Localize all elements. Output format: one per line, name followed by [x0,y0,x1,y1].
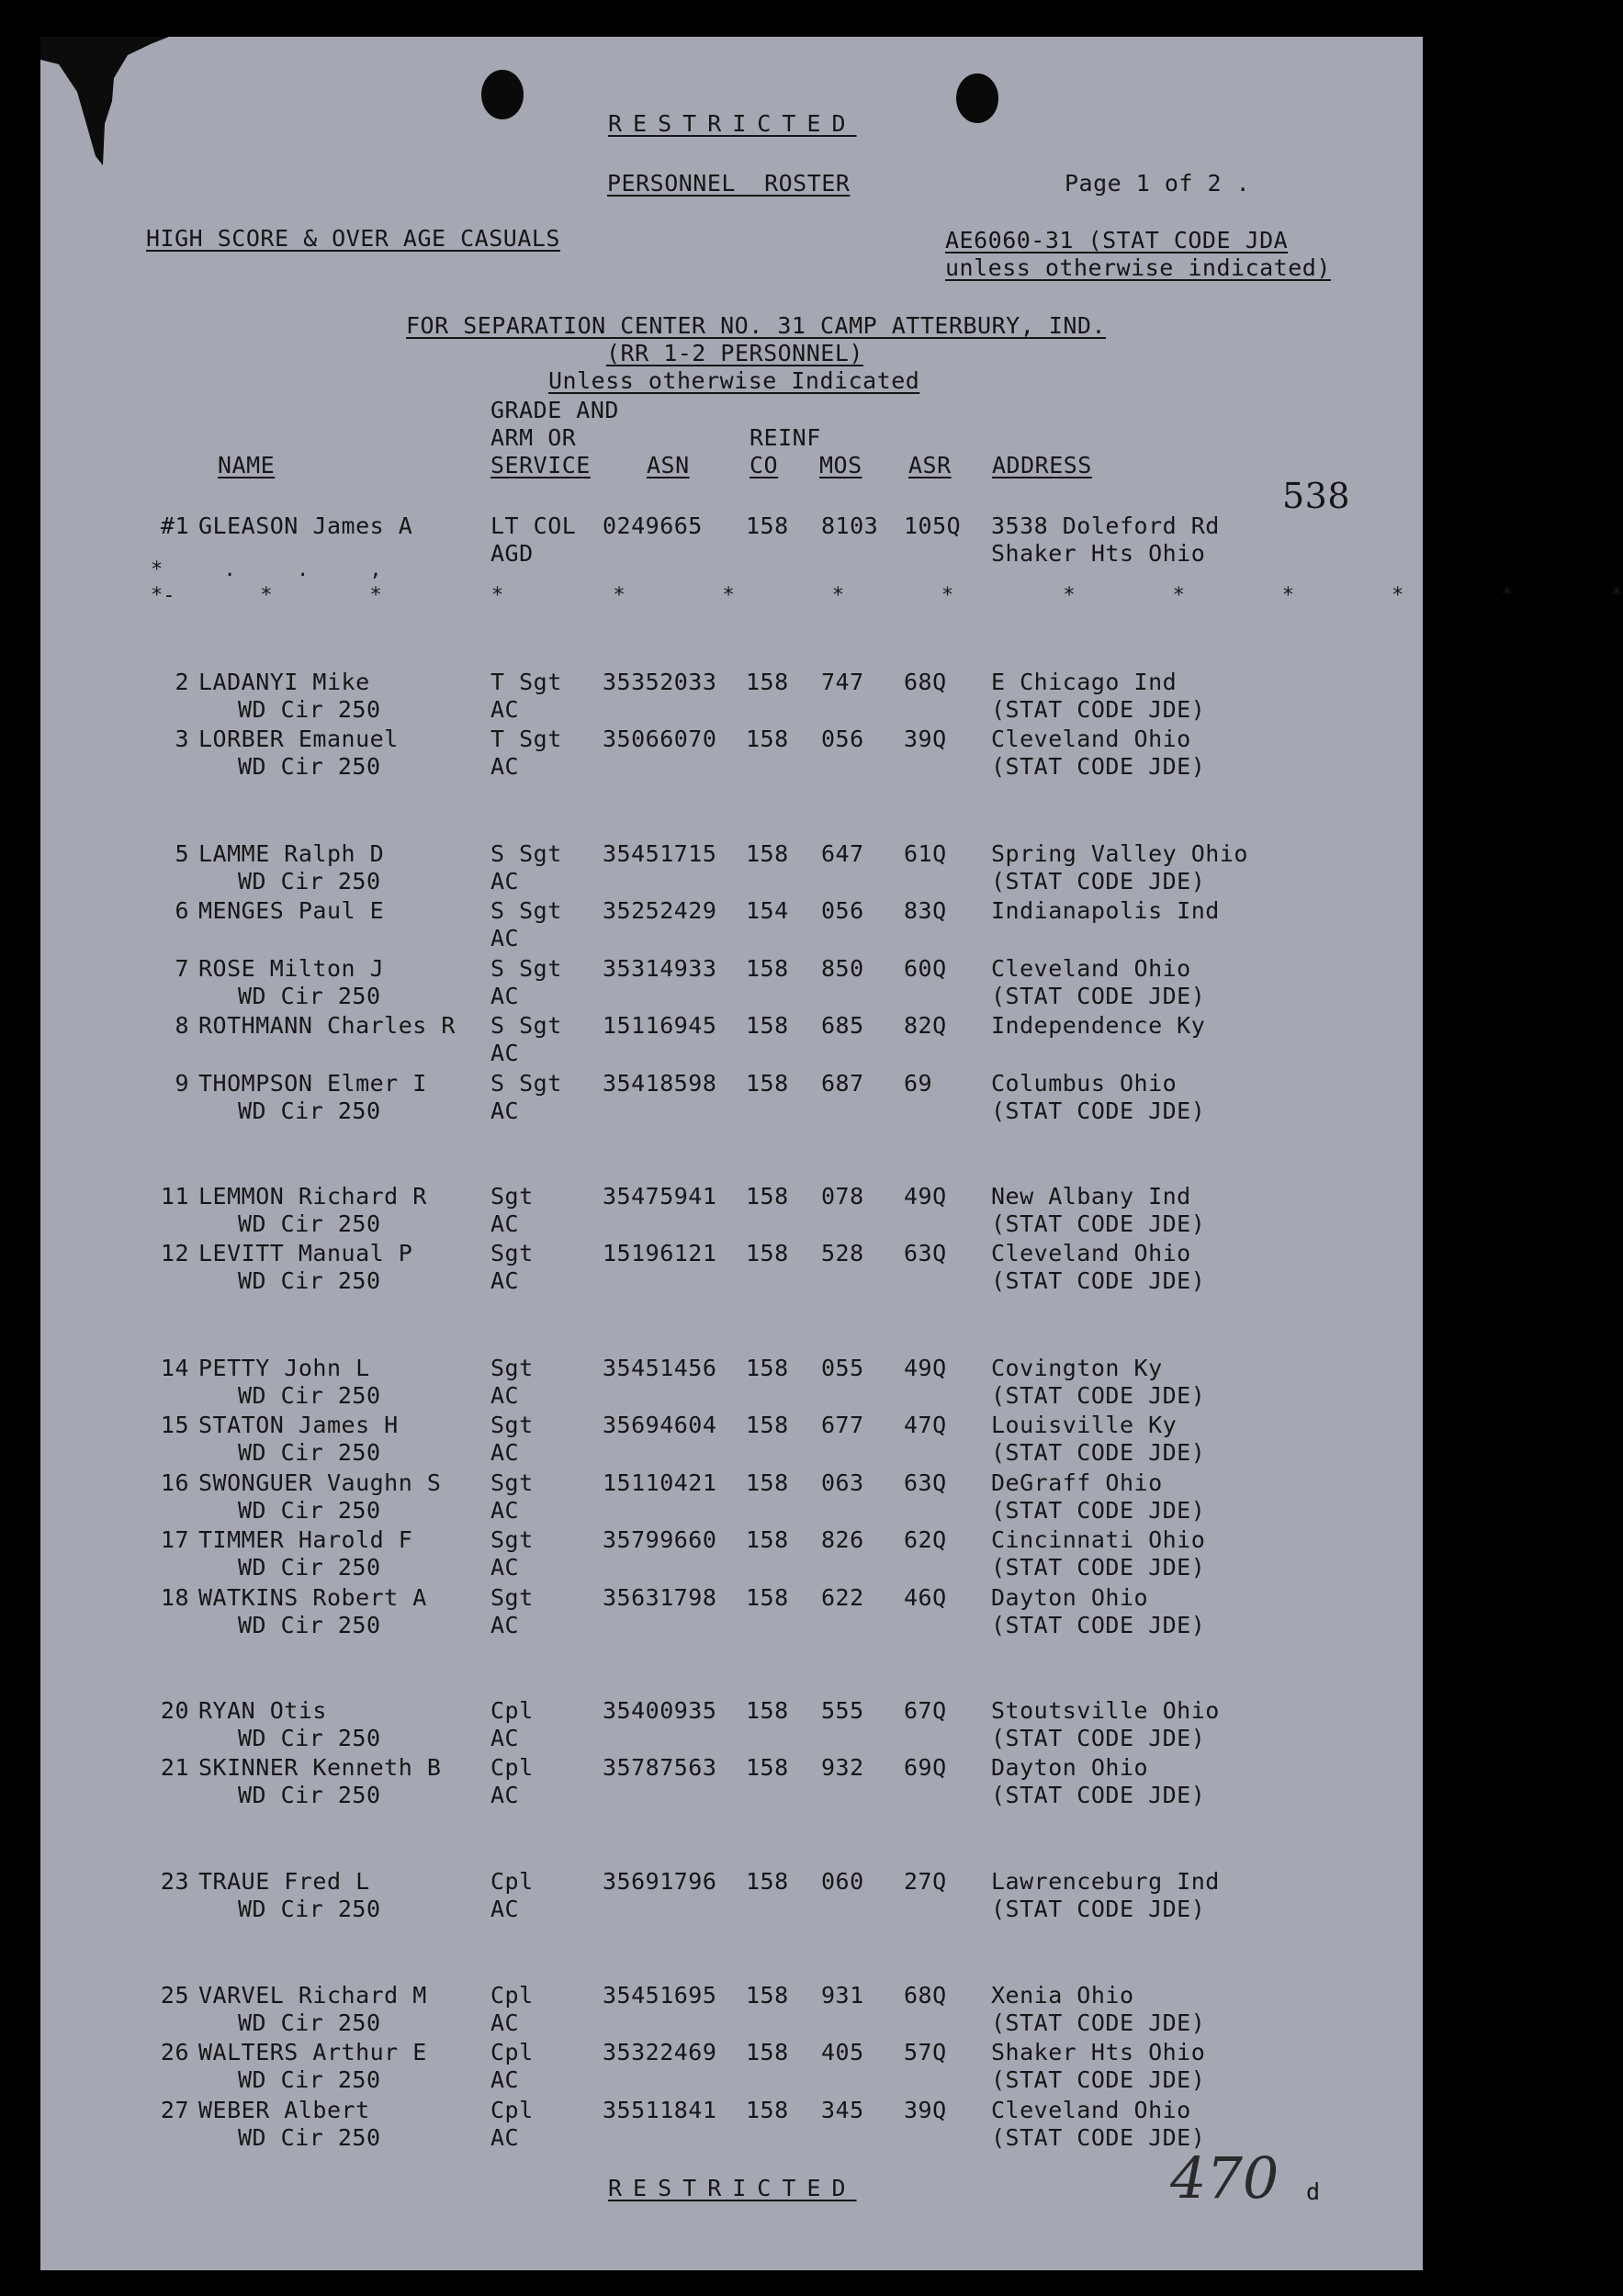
row-asr: 63Q [904,1240,947,1266]
row-address-line2: (STAT CODE JDE) [991,2009,1206,2036]
row-grade: Sgt [490,1584,534,1611]
row-asn: 35694604 [603,1412,717,1438]
row-address: Indianapolis Ind [991,897,1220,924]
row-arm: AC [490,1267,520,1294]
row-address: Covington Ky [991,1355,1163,1381]
row-name: WEBER Albert [198,2097,370,2123]
separator-marks: *- * * * * * * * * * * * * * [151,584,1623,607]
row-asn: 35451456 [603,1355,717,1381]
separator-marks: * . . , [151,558,382,581]
row-address: Cincinnati Ohio [991,1526,1206,1553]
left-title: HIGH SCORE & OVER AGE CASUALS [146,225,560,252]
row-asn: 15196121 [603,1240,717,1266]
row-name: SWONGUER Vaughn S [198,1469,442,1496]
row-co: 158 [746,1982,789,2009]
row-name: LEMMON Richard R [198,1183,427,1210]
row-circular: WD Cir 250 [238,1497,381,1524]
row-number: 11 [160,1183,189,1210]
row-asn: 35252429 [603,897,717,924]
row-grade: Cpl [490,2039,534,2065]
row-asr: 82Q [904,1012,947,1039]
row-name: RYAN Otis [198,1697,327,1724]
row-grade: S Sgt [490,1012,562,1039]
row-asr: 27Q [904,1868,947,1895]
row-asr: 47Q [904,1412,947,1438]
row-name: WATKINS Robert A [198,1584,427,1611]
row-name: ROTHMANN Charles R [198,1012,456,1039]
row-co: 158 [746,1526,789,1553]
row-number: 15 [160,1412,189,1438]
row-circular: WD Cir 250 [238,1782,381,1808]
row-arm: AC [490,2066,520,2093]
row-grade: Sgt [490,1412,534,1438]
row-address: Cleveland Ohio [991,955,1191,982]
col-grade-top2: ARM OR [490,424,577,451]
restricted-top: RESTRICTED [608,110,857,137]
row-number: 12 [160,1240,189,1266]
row-asr: 105Q [904,512,962,539]
row-name: GLEASON James A [198,512,413,539]
row-address: Shaker Hts Ohio [991,2039,1206,2065]
row-address-line2: (STAT CODE JDE) [991,1382,1206,1409]
handwritten-number: 470 [1170,2144,1279,2212]
row-arm: AC [490,868,520,895]
row-asn: 35475941 [603,1183,717,1210]
row-co: 158 [746,1754,789,1781]
row-mos: 677 [821,1412,864,1438]
row-grade: T Sgt [490,726,562,752]
row-circular: WD Cir 250 [238,1896,381,1922]
row-number: 14 [160,1355,189,1381]
row-name: STATON James H [198,1412,399,1438]
row-mos: 826 [821,1526,864,1553]
row-arm: AC [490,1896,520,1922]
row-circular: WD Cir 250 [238,1725,381,1751]
row-name: SKINNER Kenneth B [198,1754,442,1781]
row-circular: WD Cir 250 [238,753,381,780]
row-address-line2: (STAT CODE JDE) [991,983,1206,1009]
row-number: 21 [160,1754,189,1781]
row-co: 158 [746,1183,789,1210]
row-address: Dayton Ohio [991,1754,1149,1781]
row-asn: 35451715 [603,840,717,867]
row-address: New Albany Ind [991,1183,1191,1210]
row-mos: 055 [821,1355,864,1381]
row-co: 158 [746,2039,789,2065]
row-arm: AC [490,753,520,780]
row-grade: Sgt [490,1183,534,1210]
row-grade: Sgt [490,1240,534,1266]
row-mos: 063 [821,1469,864,1496]
col-service: SERVICE [490,452,591,478]
row-address: Cleveland Ohio [991,1240,1191,1266]
row-asr: 69 [904,1070,933,1097]
row-number: 25 [160,1982,189,2009]
row-number: 20 [160,1697,189,1724]
row-name: LORBER Emanuel [198,726,399,752]
row-grade: Sgt [490,1526,534,1553]
row-co: 158 [746,1070,789,1097]
row-number: 5 [175,840,189,867]
col-co: CO [750,452,779,478]
col-name: NAME [218,452,276,478]
row-grade: Cpl [490,1982,534,2009]
row-number: 26 [160,2039,189,2065]
row-address-line2: (STAT CODE JDE) [991,2066,1206,2093]
row-grade: S Sgt [490,897,562,924]
row-arm: AC [490,983,520,1009]
row-number: 6 [175,897,189,924]
row-name: TIMMER Harold F [198,1526,413,1553]
row-number: 27 [160,2097,189,2123]
row-name: PETTY John L [198,1355,370,1381]
row-circular: WD Cir 250 [238,2066,381,2093]
restricted-bottom: RESTRICTED [608,2175,857,2201]
row-address: Dayton Ohio [991,1584,1149,1611]
row-address-line2: (STAT CODE JDE) [991,1267,1206,1294]
torn-corner [40,37,169,174]
row-circular: WD Cir 250 [238,1554,381,1581]
stat-code-line1: AE6060-31 (STAT CODE JDA [945,227,1289,253]
row-asr: 61Q [904,840,947,867]
row-grade: Cpl [490,1697,534,1724]
row-grade: Sgt [490,1469,534,1496]
row-circular: WD Cir 250 [238,1382,381,1409]
row-circular: WD Cir 250 [238,2009,381,2036]
footer-suffix: d [1306,2178,1321,2205]
row-circular: WD Cir 250 [238,1267,381,1294]
row-grade: S Sgt [490,955,562,982]
row-arm: AC [490,2009,520,2036]
row-co: 158 [746,669,789,695]
row-circular: WD Cir 250 [238,696,381,723]
row-grade: T Sgt [490,669,562,695]
row-grade: Cpl [490,1868,534,1895]
col-mos: MOS [819,452,862,478]
roster-title: PERSONNEL ROSTER [607,170,851,197]
row-mos: 932 [821,1754,864,1781]
row-co: 158 [746,726,789,752]
row-arm: AC [490,1612,520,1638]
row-mos: 685 [821,1012,864,1039]
row-grade: S Sgt [490,840,562,867]
row-circular: WD Cir 250 [238,1210,381,1237]
row-co: 158 [746,1412,789,1438]
row-number: 8 [175,1012,189,1039]
row-asr: 49Q [904,1183,947,1210]
row-arm: AC [490,1439,520,1466]
row-asn: 35451695 [603,1982,717,2009]
row-address-line2: (STAT CODE JDE) [991,1097,1206,1124]
row-arm: AC [490,1554,520,1581]
row-asr: 68Q [904,669,947,695]
row-address-line2: (STAT CODE JDE) [991,696,1206,723]
row-mos: 931 [821,1982,864,2009]
row-arm: AC [490,696,520,723]
row-grade: Cpl [490,2097,534,2123]
row-mos: 056 [821,726,864,752]
row-co: 158 [746,1584,789,1611]
row-address-line2: (STAT CODE JDE) [991,1554,1206,1581]
row-number: 18 [160,1584,189,1611]
row-address-line2: (STAT CODE JDE) [991,753,1206,780]
row-asr: 46Q [904,1584,947,1611]
row-number: 23 [160,1868,189,1895]
row-circular: WD Cir 250 [238,1612,381,1638]
row-circular: WD Cir 250 [238,2124,381,2151]
stamp-number: 538 [1282,476,1351,516]
row-grade: S Sgt [490,1070,562,1097]
row-asn: 15110421 [603,1469,717,1496]
row-name: MENGES Paul E [198,897,385,924]
row-address-line2: (STAT CODE JDE) [991,1782,1206,1808]
row-asn: 35691796 [603,1868,717,1895]
row-mos: 622 [821,1584,864,1611]
row-name: ROSE Milton J [198,955,385,982]
row-name: WALTERS Arthur E [198,2039,427,2065]
row-asn: 35799660 [603,1526,717,1553]
row-asn: 35511841 [603,2097,717,2123]
row-address-line2: (STAT CODE JDE) [991,2124,1206,2151]
row-arm: AC [490,1782,520,1808]
row-address: 3538 Doleford Rd [991,512,1220,539]
row-arm: AC [490,1040,520,1066]
row-address: DeGraff Ohio [991,1469,1163,1496]
row-mos: 747 [821,669,864,695]
row-address: Stoutsville Ohio [991,1697,1220,1724]
row-asn: 15116945 [603,1012,717,1039]
row-arm: AC [490,1382,520,1409]
row-address: Cleveland Ohio [991,2097,1191,2123]
row-circular: WD Cir 250 [238,868,381,895]
row-address-line2: (STAT CODE JDE) [991,1896,1206,1922]
row-address: Xenia Ohio [991,1982,1134,2009]
row-asr: 49Q [904,1355,947,1381]
row-arm: AC [490,2124,520,2151]
row-co: 158 [746,512,789,539]
row-number: 16 [160,1469,189,1496]
row-name: LAMME Ralph D [198,840,385,867]
row-address: Louisville Ky [991,1412,1178,1438]
row-asr: 39Q [904,2097,947,2123]
row-address: Independence Ky [991,1012,1206,1039]
row-mos: 056 [821,897,864,924]
row-grade: Cpl [490,1754,534,1781]
row-co: 154 [746,897,789,924]
row-address: Cleveland Ohio [991,726,1191,752]
row-co: 158 [746,1240,789,1266]
row-number: 7 [175,955,189,982]
row-co: 158 [746,1697,789,1724]
row-mos: 528 [821,1240,864,1266]
stat-code-line2: unless otherwise indicated) [945,254,1331,281]
row-mos: 555 [821,1697,864,1724]
row-address-line2: (STAT CODE JDE) [991,1725,1206,1751]
row-number: 2 [175,669,189,695]
row-asn: 35400935 [603,1697,717,1724]
row-address-line2: (STAT CODE JDE) [991,1210,1206,1237]
row-asn: 35322469 [603,2039,717,2065]
row-number: 9 [175,1070,189,1097]
row-address-line2: (STAT CODE JDE) [991,868,1206,895]
row-arm: AC [490,925,520,951]
row-co: 158 [746,1469,789,1496]
row-asr: 63Q [904,1469,947,1496]
row-asr: 62Q [904,1526,947,1553]
col-asr: ASR [908,452,952,478]
row-arm: AC [490,1725,520,1751]
row-name: VARVEL Richard M [198,1982,427,2009]
row-asn: 35631798 [603,1584,717,1611]
row-asr: 57Q [904,2039,947,2065]
col-address: ADDRESS [992,452,1092,478]
row-address-line2: Shaker Hts Ohio [991,540,1206,567]
row-name: LADANYI Mike [198,669,370,695]
row-asr: 68Q [904,1982,947,2009]
row-arm: AC [490,1497,520,1524]
row-co: 158 [746,1868,789,1895]
row-address: E Chicago Ind [991,669,1178,695]
separation-center: FOR SEPARATION CENTER NO. 31 CAMP ATTERBURY, IND. [406,312,1107,339]
row-address-line2: (STAT CODE JDE) [991,1497,1206,1524]
row-name: LEVITT Manual P [198,1240,413,1266]
row-address: Lawrenceburg Ind [991,1868,1220,1895]
rr-personnel: (RR 1-2 PERSONNEL) [606,340,863,366]
row-mos: 8103 [821,512,879,539]
row-circular: WD Cir 250 [238,1439,381,1466]
row-asn: 0249665 [603,512,703,539]
row-asr: 69Q [904,1754,947,1781]
page-label: Page 1 of 2 . [1065,170,1251,197]
row-circular: WD Cir 250 [238,983,381,1009]
row-co: 158 [746,1355,789,1381]
row-name: THOMPSON Elmer I [198,1070,427,1097]
row-address: Columbus Ohio [991,1070,1178,1097]
punch-hole-right [956,73,998,123]
row-number: 3 [175,726,189,752]
row-asr: 60Q [904,955,947,982]
row-mos: 687 [821,1070,864,1097]
row-number: #1 [160,512,189,539]
row-mos: 850 [821,955,864,982]
row-mos: 078 [821,1183,864,1210]
row-mos: 405 [821,2039,864,2065]
row-asn: 35314933 [603,955,717,982]
col-asn: ASN [647,452,690,478]
row-arm: AGD [490,540,534,567]
row-asn: 35352033 [603,669,717,695]
row-address-line2: (STAT CODE JDE) [991,1612,1206,1638]
row-mos: 345 [821,2097,864,2123]
row-mos: 060 [821,1868,864,1895]
row-asn: 35418598 [603,1070,717,1097]
col-grade-top1: GRADE AND [490,397,619,423]
unless-indicated: Unless otherwise Indicated [548,367,920,394]
row-co: 158 [746,840,789,867]
row-arm: AC [490,1210,520,1237]
row-grade: LT COL [490,512,577,539]
row-address: Spring Valley Ohio [991,840,1248,867]
col-reinf-top: REINF [750,424,821,451]
row-asn: 35066070 [603,726,717,752]
row-co: 158 [746,1012,789,1039]
row-co: 158 [746,2097,789,2123]
row-co: 158 [746,955,789,982]
roster-page [40,37,1623,2270]
row-grade: Sgt [490,1355,534,1381]
row-asn: 35787563 [603,1754,717,1781]
punch-hole-left [481,70,524,119]
row-number: 17 [160,1526,189,1553]
row-mos: 647 [821,840,864,867]
row-name: TRAUE Fred L [198,1868,370,1895]
row-circular: WD Cir 250 [238,1097,381,1124]
row-address-line2: (STAT CODE JDE) [991,1439,1206,1466]
row-asr: 39Q [904,726,947,752]
row-asr: 83Q [904,897,947,924]
row-arm: AC [490,1097,520,1124]
row-asr: 67Q [904,1697,947,1724]
